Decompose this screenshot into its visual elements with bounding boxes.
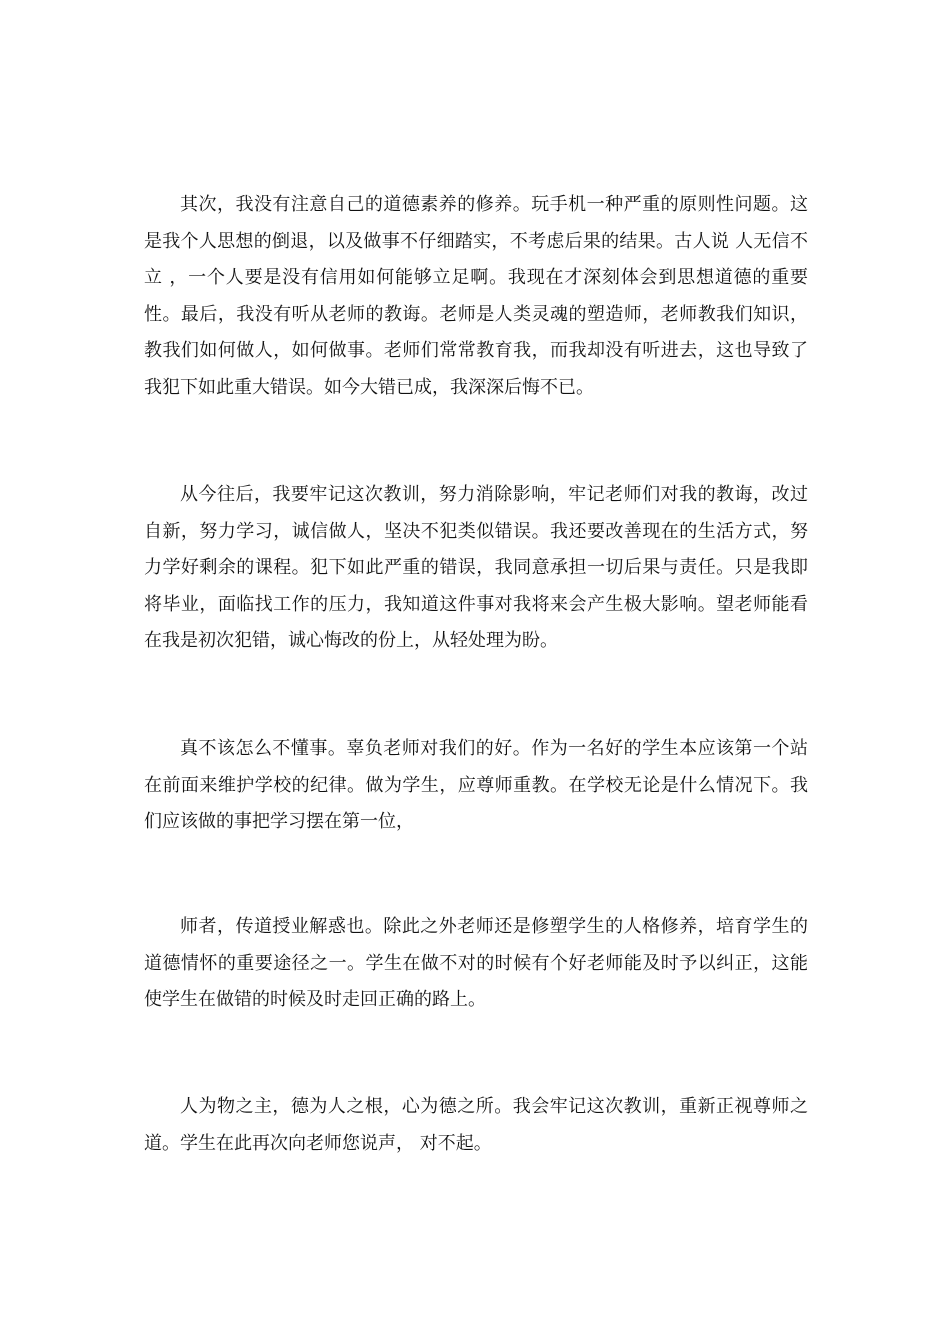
paragraph-1: 其次，我没有注意自己的道德素养的修养。玩手机一种严重的原则性问题。这是我个人思想的倒退，以及做事不仔细踏实，不考虑后果的结果。古人说 人无信不立 ，一个人要是没有信用如何能够立足啊。我现在才深刻体会到思想道德的重要性。最后，我没有听从老师的教诲。老师是人类灵魂的塑造师，老师教我们知识，教我们如何做人，如何做事。老师们常常教育我，而我却没有听进去，这也导致了我犯下如此重大错误。如今大错已成，我深深后悔不已。 <box>144 194 808 398</box>
paragraph-5: 人为物之主，德为人之根，心为德之所。我会牢记这次教训，重新正视尊师之道。学生在此再次向老师您说声， 对不起。 <box>144 1096 808 1154</box>
paragraph-3: 真不该怎么不懂事。辜负老师对我们的好。作为一名好的学生本应该第一个站在前面来维护学校的纪律。做为学生，应尊师重教。在学校无论是什么情况下。我们应该做的事把学习摆在第一位， <box>144 738 808 832</box>
paragraph-2: 从今往后，我要牢记这次教训，努力消除影响，牢记老师们对我的教诲，改过自新，努力学习，诚信做人，坚决不犯类似错误。我还要改善现在的生活方式，努力学好剩余的课程。犯下如此严重的错误，我同意承担一切后果与责任。只是我即将毕业，面临找工作的压力，我知道这件事对我将来会产生极大影响。望老师能看在我是初次犯错，诚心悔改的份上，从轻处理为盼。 <box>144 484 808 651</box>
paragraph-4: 师者，传道授业解惑也。除此之外老师还是修塑学生的人格修养，培育学生的道德情怀的重要途径之一。学生在做不对的时候有个好老师能及时予以纠正，这能使学生在做错的时候及时走回正确的路上。 <box>144 916 808 1010</box>
